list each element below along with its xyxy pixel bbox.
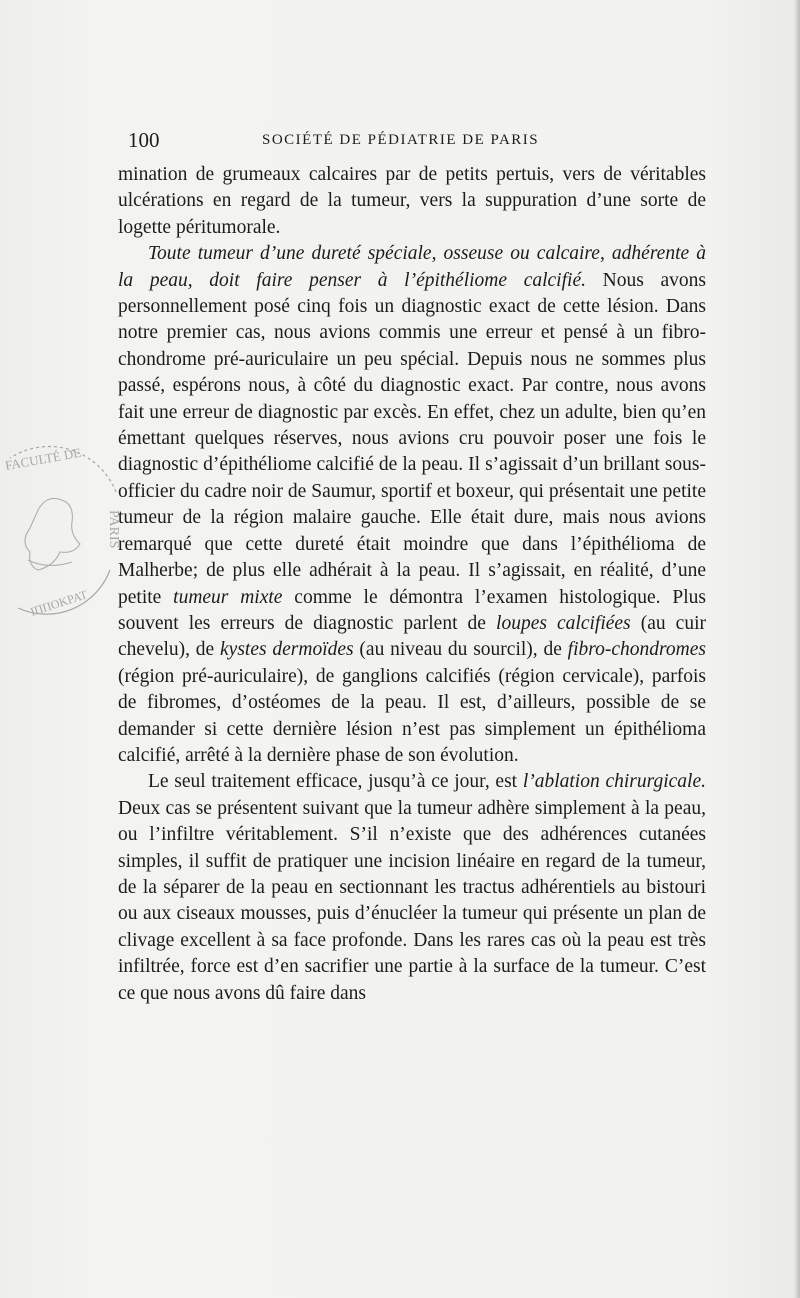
paragraph-2-italic-lead: Toute tumeur d’une dureté spéciale, osseuse ou calcaire, adhérente à la peau, doit faire penser à l’épithéliome calcifié. bbox=[118, 243, 706, 291]
paragraph-2-text-5: (région pré-auriculaire), de ganglions calcifiés (région cervicale), parfois de fibromes, d’ostéomes de la peau. Il est, d’ailleurs, possible de se demander si cette dernière lésion n’est pas simplement un épithélioma calcifié, arrêté à la dernière phase de son évolution. bbox=[118, 665, 706, 766]
paragraph-3-text-2: Deux cas se présentent suivant que la tumeur adhère simplement à la peau, ou l’infiltre véritablement. S’il n’existe que des adhérences cutanées simples, il suffit de pratiquer une incision linéaire en regard de la tumeur, de la séparer de la peau en sectionnant les tractus adhérentiels au bistouri ou aux ciseaux mousses, puis d’énucléer la tumeur qui présente un plan de clivage excellent à sa face profonde. Dans les rares cas où la peau est très infiltrée, force est d’en sacrifier une partie à la surface de la tumeur. C’est ce que nous avons dû faire dans bbox=[118, 797, 706, 1004]
paragraph-2 bbox=[118, 241, 706, 769]
paragraph-2-text-4: (au niveau du sourcil), de bbox=[353, 639, 568, 661]
running-header bbox=[128, 128, 706, 154]
paragraph-2-text-1: Nous avons personnellement posé cinq fois un diagnostic exact de cette lésion. Dans notre premier cas, nous avions commis une erreur et pensé à un fibro-chondrome pré-auriculaire un peu spécial. Depuis nous ne sommes plus passé, espérons nous, à côté du diagnostic exact. Par contre, nous avons fait une erreur de diagnostic par excès. En effet, chez un adulte, bien qu’en émettant quelques réserves, nous avions cru pouvoir poser une fois le diagnostic d’épithéliome calcifié de la peau. Il s’agissait d’un brillant sous-officier du cadre noir de Saumur, sportif et boxeur, qui présentait une petite tumeur de la région malaire gauche. Elle était dure, mais nous avions remarqué que cette dureté était moindre que dans l’épithélioma de Malherbe; de plus elle adhérait à la peau. Il s’agissait, en réalité, d’une petite bbox=[118, 269, 706, 608]
term-tumeur-mixte: tumeur mixte bbox=[173, 586, 283, 608]
page-edge-shadow bbox=[794, 0, 800, 1298]
paragraph-3 bbox=[118, 769, 706, 1007]
term-ablation-chirurgicale: l’ablation chirurgicale. bbox=[522, 771, 706, 793]
paragraph-3-text-1: Le seul traitement efficace, jusqu’à ce jour, est bbox=[148, 771, 523, 793]
body-text bbox=[118, 162, 706, 1007]
page-number: 100 bbox=[128, 128, 160, 152]
library-stamp bbox=[0, 440, 124, 630]
term-kystes-dermoides: kystes dermoïdes bbox=[220, 639, 354, 661]
term-loupes-calcifiees: loupes calcifiées bbox=[496, 612, 631, 634]
stamp-text-bottom: ΙΠΠΟΚΡΑΤ bbox=[28, 587, 89, 619]
stamp-text-top: FACULTÉ DE bbox=[3, 444, 83, 473]
term-fibro-chondromes: fibro-chondromes bbox=[567, 639, 706, 661]
paragraph-1 bbox=[118, 162, 706, 241]
paragraph-1-text: mination de grumeaux calcaires par de petits pertuis, vers de véritables ulcérations en regard de la tumeur, vers la suppuration d’une sorte de logette péritumorale. bbox=[118, 164, 706, 238]
running-title: SOCIÉTÉ DE PÉDIATRIE DE PARIS bbox=[262, 132, 540, 148]
stamp-portrait-icon bbox=[25, 498, 80, 570]
stamp-text-right: PARIS bbox=[106, 510, 121, 549]
paragraph-2-text-3: (au cuir chevelu), de bbox=[118, 612, 706, 661]
paragraph-2-text-2: comme le démontra l’examen histologique. Plus souvent les erreurs de diagnostic parlent de bbox=[118, 586, 706, 634]
